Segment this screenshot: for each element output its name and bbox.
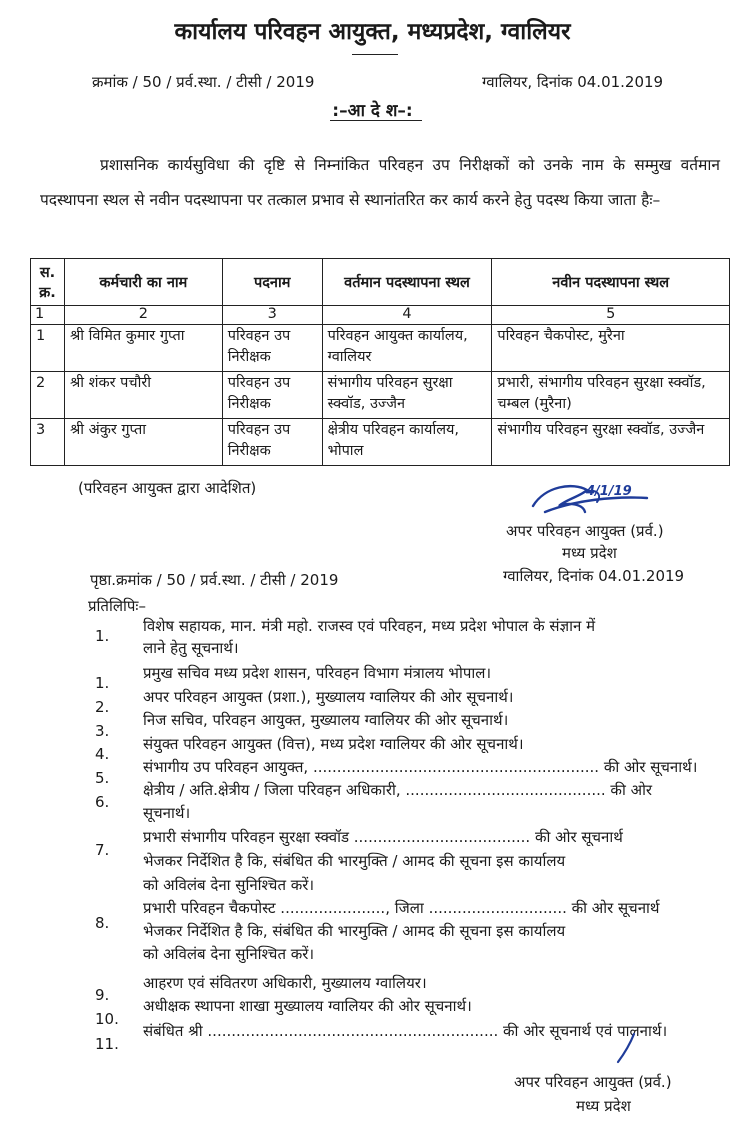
cell-name: श्री विमित कुमार गुप्ता [64, 325, 222, 372]
cell-current-posting: क्षेत्रीय परिवहन कार्यालय, भोपाल [322, 419, 492, 466]
list-item: अपर परिवहन आयुक्त (प्रशा.), मुख्यालय ग्वालियर की ओर सूचनार्थ। [143, 688, 514, 706]
signatory-title: अपर परिवहन आयुक्त (प्रर्व.) [514, 1073, 672, 1091]
col-number: 3 [222, 306, 322, 325]
office-title: कार्यालय परिवहन आयुक्त, मध्यप्रदेश, ग्वालियर [174, 19, 571, 45]
cell-designation: परिवहन उप निरीक्षक [222, 325, 322, 372]
cell-sno: 2 [31, 372, 65, 419]
initial-mark [612, 1030, 642, 1066]
list-item: को अविलंब देना सुनिश्चित करें। [143, 876, 315, 894]
list-item: अधीक्षक स्थापना शाखा मुख्यालय ग्वालियर की ओर सूचनार्थ। [143, 997, 472, 1015]
endorsement-place-date: ग्वालियर, दिनांक 04.01.2019 [503, 567, 685, 585]
col-number: 2 [64, 306, 222, 325]
list-item: निज सचिव, परिवहन आयुक्त, मुख्यालय ग्वालियर की ओर सूचनार्थ। [143, 711, 509, 729]
list-item: प्रभारी परिवहन चैकपोस्ट ......................, जिला ............................. की ओर सूचनार्थ [143, 899, 660, 917]
list-item-number: 6. [95, 793, 110, 811]
list-item: भेजकर निर्देशित है कि, संबंधित की भारमुक्ति / आमद की सूचना इस कार्यालय [143, 852, 566, 870]
list-item: संयुक्त परिवहन आयुक्त (वित्त), मध्य प्रदेश ग्वालियर की ओर सूचनार्थ। [143, 735, 524, 753]
signatory-title: अपर परिवहन आयुक्त (प्रर्व.) [506, 522, 664, 540]
table-row [31, 325, 730, 372]
copy-to-label: प्रतिलिपिः– [88, 597, 146, 615]
reference-number: क्रमांक / 50 / प्रर्व.स्था. / टीसी / 2019 [92, 73, 315, 91]
intro-paragraph [40, 148, 720, 218]
col-number: 5 [492, 306, 730, 325]
cell-sno: 3 [31, 419, 65, 466]
cell-new-posting: परिवहन चैकपोस्ट, मुरैना [492, 325, 730, 372]
list-item-number: 1. [95, 627, 110, 645]
list-item-number: 3. [95, 722, 110, 740]
cell-name: श्री शंकर पचौरी [64, 372, 222, 419]
header-designation: पदनाम [222, 259, 322, 306]
list-item: सूचनार्थ। [143, 804, 191, 822]
cell-current-posting: संभागीय परिवहन सुरक्षा स्क्वॉड, उज्जैन [322, 372, 492, 419]
cell-new-posting: संभागीय परिवहन सुरक्षा स्क्वॉड, उज्जैन [492, 419, 730, 466]
list-item-number: 5. [95, 769, 110, 787]
cell-current-posting: परिवहन आयुक्त कार्यालय, ग्वालियर [322, 325, 492, 372]
signatory-state: मध्य प्रदेश [576, 1097, 631, 1115]
order-heading: :–आ दे श–: [332, 101, 413, 121]
table-header-row [31, 259, 730, 306]
list-item-number: 4. [95, 745, 110, 763]
signatory-state: मध्य प्रदेश [562, 544, 617, 562]
header-sno: स. क्र. [31, 259, 65, 306]
list-item: विशेष सहायक, मान. मंत्री महो. राजस्व एवं परिवहन, मध्य प्रदेश भोपाल के संज्ञान में [143, 617, 596, 635]
signature-date: 4/1/19 [586, 484, 632, 499]
list-item-number: 2. [95, 698, 110, 716]
list-item: संबंधित श्री ............................................................. की ओर सूचनार्थ एवं पालनार्थ। [143, 1022, 668, 1040]
header-new-posting: नवीन पदस्थापना स्थल [492, 259, 730, 306]
list-item-number: 11. [95, 1035, 119, 1053]
column-number-row [31, 306, 730, 325]
list-item-number: 10. [95, 1010, 119, 1028]
cell-new-posting: प्रभारी, संभागीय परिवहन सुरक्षा स्क्वॉड, चम्बल (मुरैना) [492, 372, 730, 419]
endorsement-reference: पृष्ठा.क्रमांक / 50 / प्रर्व.स्था. / टीसी / 2019 [90, 571, 339, 589]
col-number: 4 [322, 306, 492, 325]
table-row [31, 419, 730, 466]
list-item-number: 1. [95, 674, 110, 692]
cell-name: श्री अंकुर गुप्ता [64, 419, 222, 466]
order-heading-underline [330, 120, 422, 121]
transfer-table [30, 258, 730, 466]
cell-designation: परिवहन उप निरीक्षक [222, 372, 322, 419]
list-item-number: 7. [95, 841, 110, 859]
cell-designation: परिवहन उप निरीक्षक [222, 419, 322, 466]
col-number: 1 [31, 306, 65, 325]
list-item: प्रभारी संभागीय परिवहन सुरक्षा स्क्वॉड ..................................... की ओर सूचनार्थ [143, 828, 623, 846]
list-item: आहरण एवं संवितरण अधिकारी, मुख्यालय ग्वालियर। [143, 974, 427, 992]
list-item-number: 9. [95, 986, 110, 1004]
list-item: क्षेत्रीय / अति.क्षेत्रीय / जिला परिवहन अधिकारी, .......................................... की ओर [143, 781, 653, 799]
header-current-posting: वर्तमान पदस्थापना स्थल [322, 259, 492, 306]
header-name: कर्मचारी का नाम [64, 259, 222, 306]
list-item-number: 8. [95, 914, 110, 932]
title-underline [352, 54, 398, 55]
cell-sno: 1 [31, 325, 65, 372]
list-item: को अविलंब देना सुनिश्चित करें। [143, 945, 315, 963]
list-item: लाने हेतु सूचनार्थ। [143, 639, 239, 657]
list-item: संभागीय उप परिवहन आयुक्त, ............................................................ की ओर सूचनार्थ। [143, 758, 698, 776]
place-date: ग्वालियर, दिनांक 04.01.2019 [482, 73, 664, 91]
list-item: भेजकर निर्देशित है कि, संबंधित की भारमुक्ति / आमद की सूचना इस कार्यालय [143, 922, 566, 940]
table-row [31, 372, 730, 419]
list-item: प्रमुख सचिव मध्य प्रदेश शासन, परिवहन विभाग मंत्रालय भोपाल। [143, 664, 492, 682]
ordered-by-note: (परिवहन आयुक्त द्वारा आदेशित) [78, 479, 257, 497]
intro-text: प्रशासनिक कार्यसुविधा की दृष्टि से निम्नांकित परिवहन उप निरीक्षकों को उनके नाम के सम्मुख वर्तमान पदस्थापना स्थल से नवीन पदस्थापना पर तत्काल प्रभाव से स्थानांतरित कर कार्य करने हेतु पदस्थ किया जाता हैः– [40, 156, 720, 209]
